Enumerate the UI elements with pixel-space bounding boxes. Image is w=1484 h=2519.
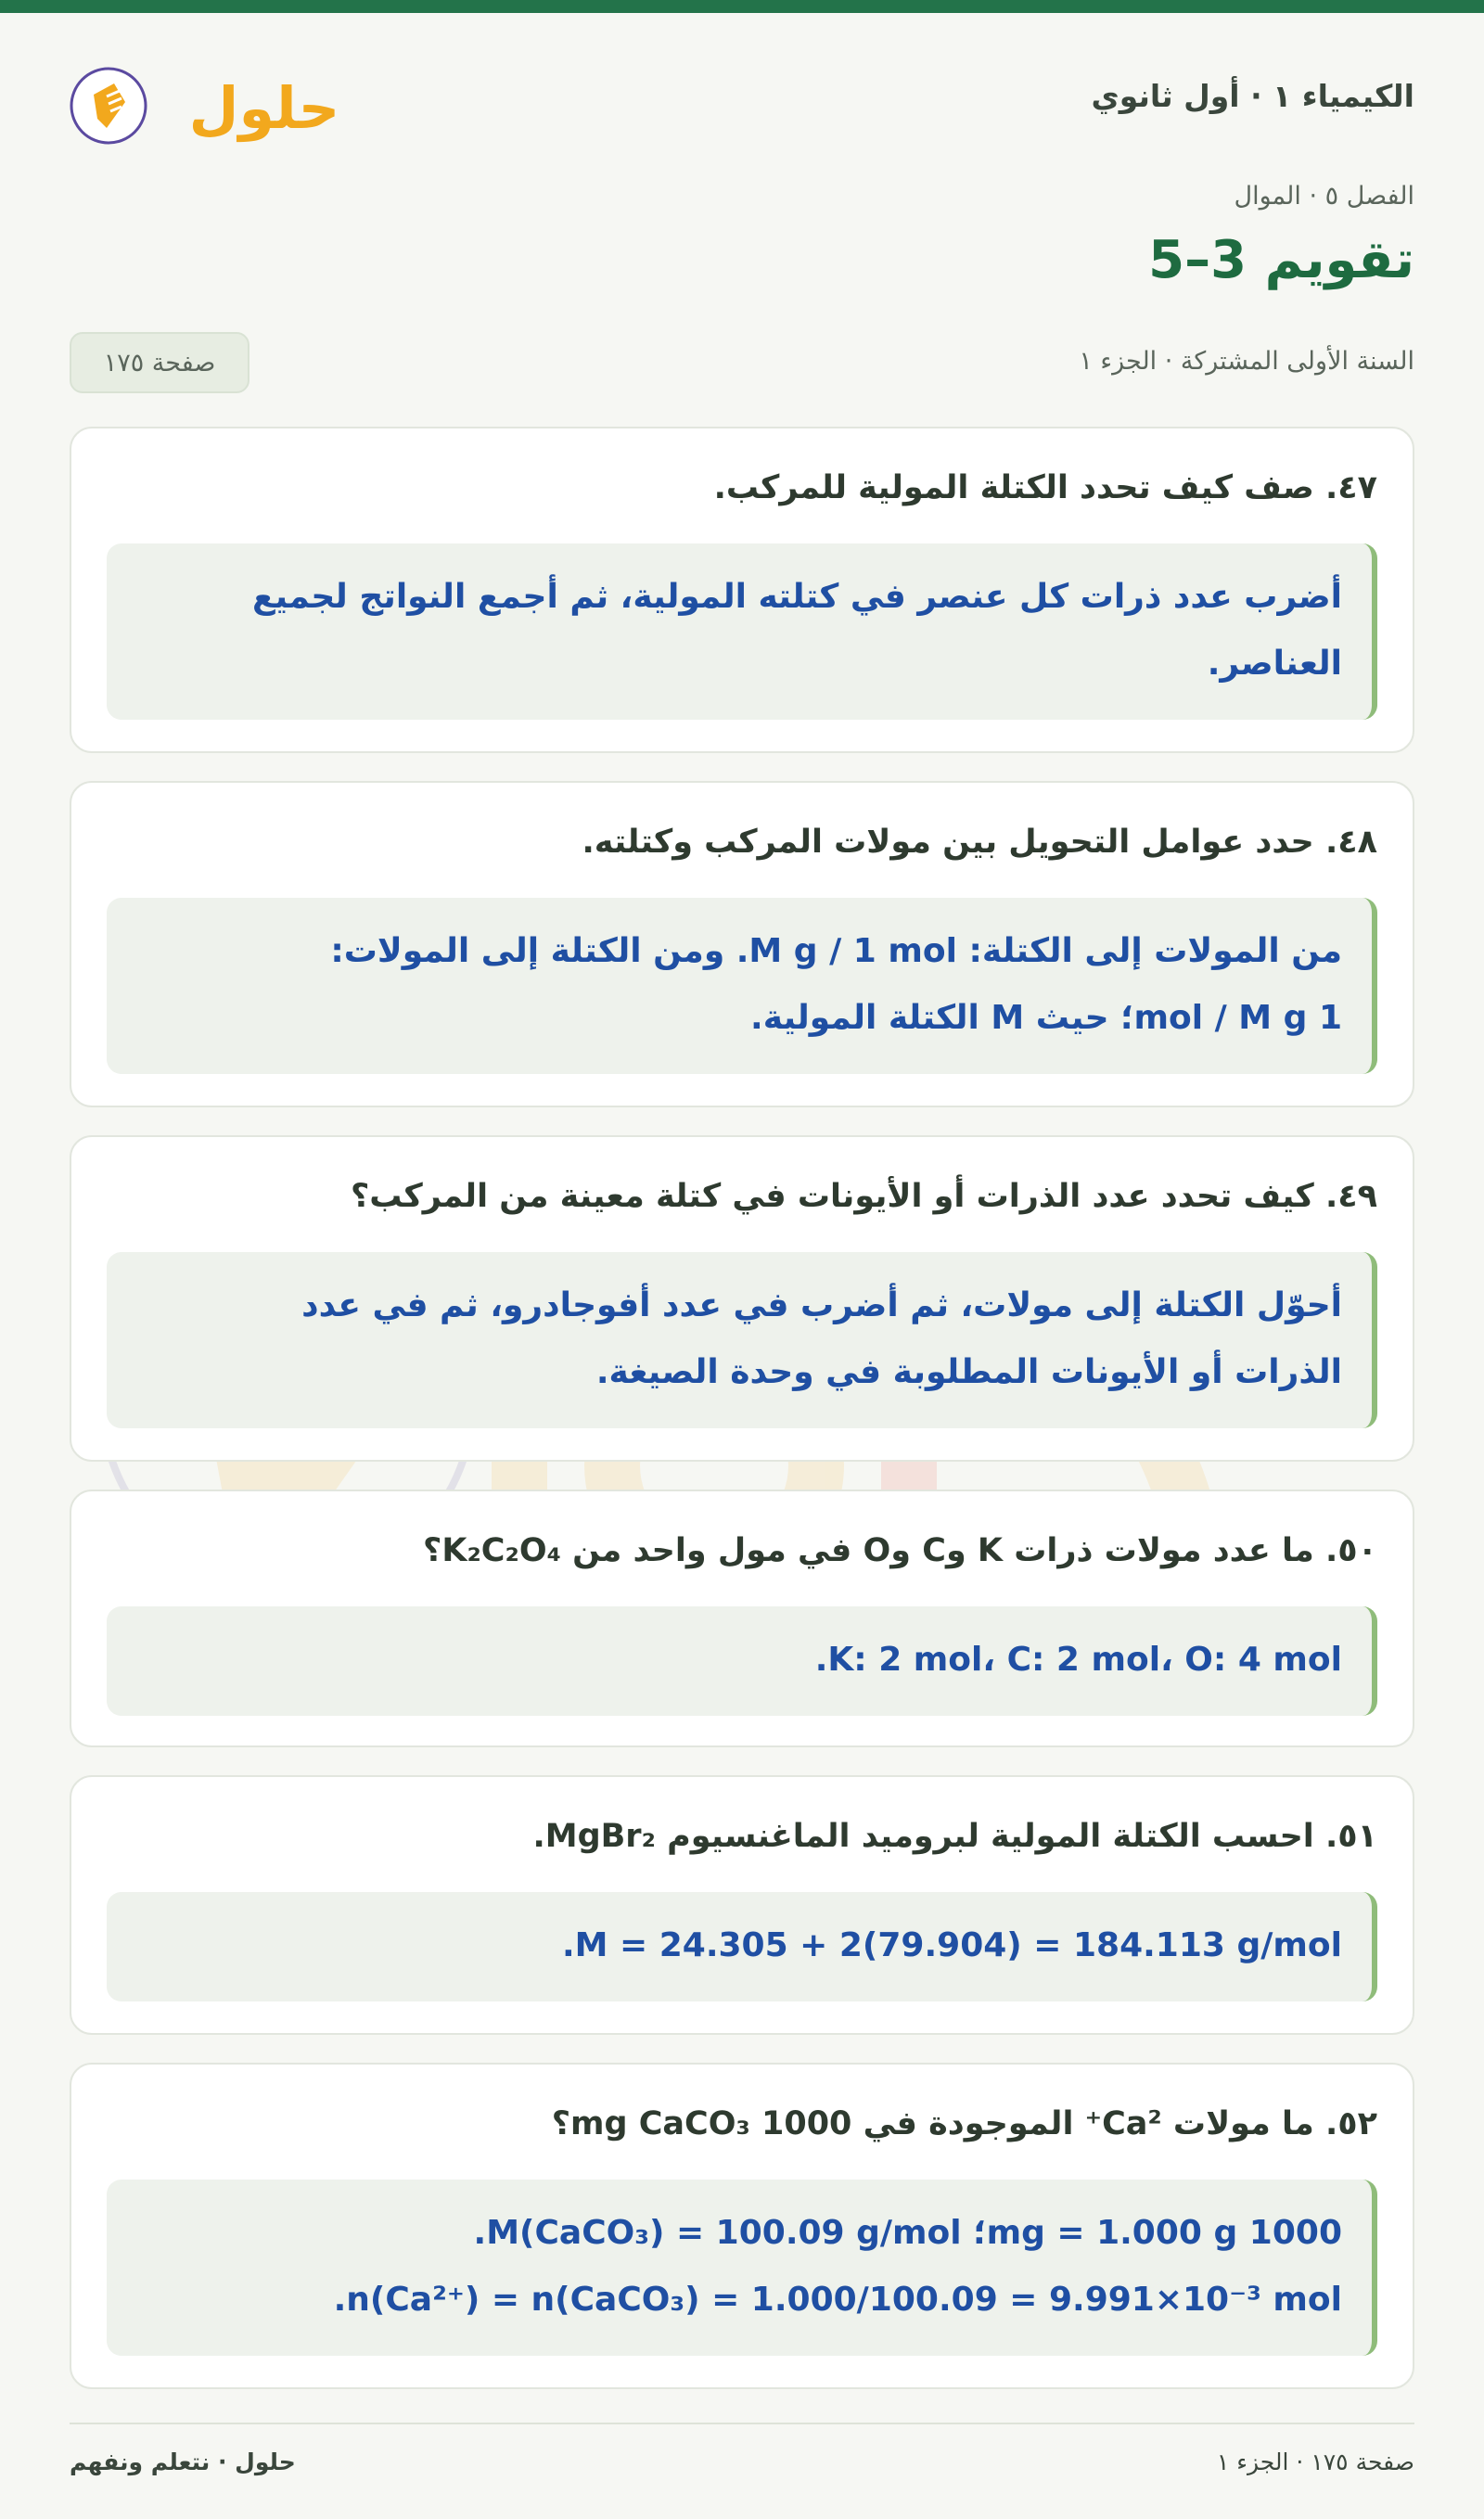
logo-icon xyxy=(70,45,340,156)
footer-brand: حلول · نتعلم ونفهم xyxy=(70,2449,296,2475)
header xyxy=(70,45,1414,156)
chapter-label: الفصل ٥ · الموال xyxy=(1234,182,1414,211)
answer-line: من المولات إلى الكتلة: M g / 1 mol. ومن الكتلة إلى المولات: xyxy=(330,932,1342,970)
answer-box xyxy=(107,543,1377,720)
answer-line: 1000 mg = 1.000 g؛ M(CaCO₃) = 100.09 g/mol. xyxy=(473,2214,1342,2252)
question-text: ٥٠. ما عدد مولات ذرات K وC وO في مول واحد من K₂C₂O₄؟ xyxy=(423,1532,1377,1569)
question-card-47 xyxy=(70,427,1414,753)
answer-line: K: 2 mol، C: 2 mol، O: 4 mol. xyxy=(814,1641,1342,1679)
question-text: ٥١. احسب الكتلة المولية لبروميد الماغنسيوم MgBr₂. xyxy=(532,1818,1377,1855)
subject-label: الكيمياء ١ · أول ثانوي xyxy=(1091,78,1414,114)
answer-line: أحوّل الكتلة إلى مولات، ثم أضرب في عدد أفوجادرو، ثم في عدد xyxy=(301,1286,1342,1324)
answer-line: أضرب عدد ذرات كل عنصر في كتلته المولية، ثم أجمع النواتج لجميع xyxy=(251,578,1342,616)
answer-line: العناصر. xyxy=(1207,645,1342,683)
answer-line: M = 24.305 + 2(79.904) = 184.113 g/mol. xyxy=(561,1926,1342,1964)
question-card-50 xyxy=(70,1490,1414,1747)
footer-page-info: صفحة ١٧٥ · الجزء ١ xyxy=(1216,2449,1414,2475)
page-badge: صفحة ١٧٥ xyxy=(70,332,249,393)
footer-divider xyxy=(70,2423,1414,2424)
question-text: ٤٧. صف كيف تحدد الكتلة المولية للمركب. xyxy=(713,469,1377,506)
answer-box xyxy=(107,898,1377,1074)
question-card-49 xyxy=(70,1135,1414,1462)
question-card-52 xyxy=(70,2063,1414,2389)
answer-line: الذرات أو الأيونات المطلوبة في وحدة الصيغة. xyxy=(595,1353,1342,1391)
question-card-51 xyxy=(70,1775,1414,2035)
answer-line: 1 mol / M g؛ حيث M الكتلة المولية. xyxy=(750,999,1342,1037)
question-text: ٤٩. كيف تحدد عدد الذرات أو الأيونات في كتلة معينة من المركب؟ xyxy=(350,1178,1377,1215)
page-title: تقويم 3–5 xyxy=(1148,230,1414,290)
question-text: ٤٨. حدد عوامل التحويل بين مولات المركب وكتلته. xyxy=(582,824,1377,861)
answer-line: n(Ca²⁺) = n(CaCO₃) = 1.000/100.09 = 9.991×10⁻³ mol. xyxy=(333,2281,1342,2319)
answer-box xyxy=(107,1606,1377,1716)
hulul-logo[interactable] xyxy=(70,45,340,156)
question-text: ٥٢. ما مولات Ca²⁺ الموجودة في 1000 mg CaCO₃؟ xyxy=(551,2105,1377,2142)
logo-text: حلول xyxy=(188,74,340,142)
meta-row xyxy=(70,332,1414,393)
question-card-48 xyxy=(70,781,1414,1107)
answer-box xyxy=(107,2180,1377,2356)
book-part-label: السنة الأولى المشتركة · الجزء ١ xyxy=(1079,347,1414,376)
top-accent-bar xyxy=(0,0,1484,13)
answer-box xyxy=(107,1252,1377,1428)
answer-box xyxy=(107,1892,1377,2001)
